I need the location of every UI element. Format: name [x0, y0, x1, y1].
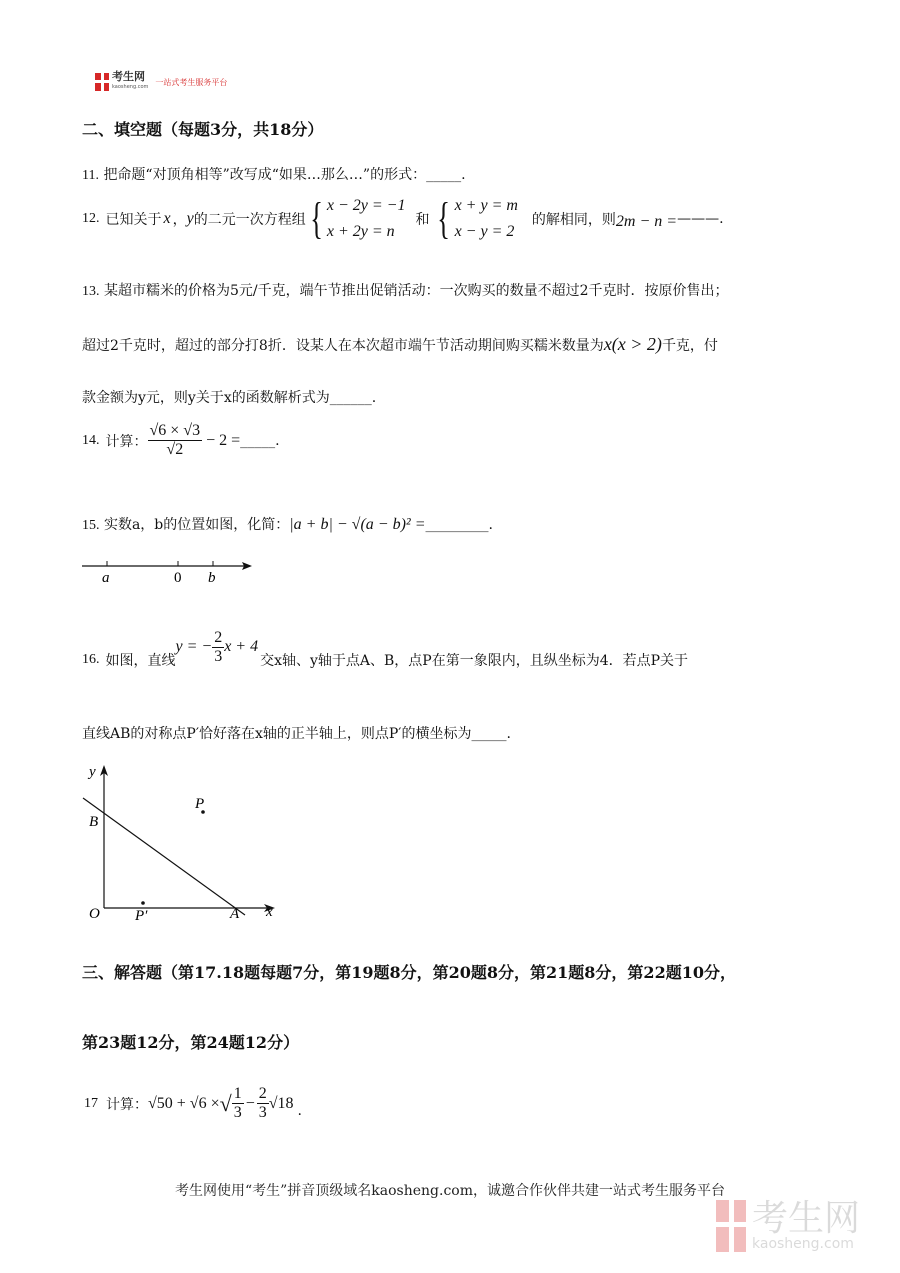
section3-title-line1: 三、解答题（第17.18题每题7分，第19题8分，第20题8分，第21题8分，第22题10分，: [82, 963, 736, 982]
svg-text:x: x: [266, 904, 273, 920]
axis-label-0: 0: [174, 570, 182, 586]
svg-text:O: O: [89, 906, 100, 922]
question-11: 11. 把命题“对顶角相等”改写成“如果…那么…”的形式：_____.: [82, 167, 466, 183]
fraction: $\frac{√6 \times √3}{√2}$: [149, 422, 201, 458]
answer-blank: ______: [329, 390, 372, 406]
logo-domain: kaosheng.com: [112, 84, 149, 90]
question-15: 15. 实数a，b的位置如图，化简：|a + b| − √(a − b)² =_________.: [82, 516, 493, 533]
equation-system-2: { x + y = m x − y = 2: [437, 194, 518, 243]
axis-label-a: a: [102, 570, 110, 586]
line-equation: y = − $\frac{2}{3}$ x + 4: [175, 628, 259, 665]
answer-blank: ———: [677, 211, 720, 227]
logo-mark-icon: [95, 73, 109, 91]
header-logo: [95, 72, 227, 92]
answer-blank: _________: [425, 517, 489, 533]
svg-text:P: P: [195, 796, 205, 812]
coordinate-figure: [75, 760, 290, 925]
svg-text:y: y: [89, 764, 96, 780]
answer-blank: _____: [426, 167, 462, 183]
question-12: 12. 已知关于 x ， y 的二元一次方程组 { x − 2y = −1 x + 2y = n 和 { x + y = m x − y = 2 的解相同，则 2m − n = ——— .: [82, 194, 724, 243]
question-13-line2: 超过2千克时，超过的部分打8折．设某人在本次超市端午节活动期间购买糯米数量为x(x > 2)千克，付: [82, 334, 718, 354]
question-16-line2: 直线AB的对称点P′恰好落在x轴的正半轴上，则点P′的横坐标为_____.: [82, 726, 511, 742]
axis-label-b: b: [208, 570, 216, 586]
question-14: 14. 计算： $\frac{√6 \times √3}{√2}$ − 2 = _____ .: [82, 422, 280, 458]
logo-text: 考生网: [112, 70, 145, 83]
question-17: 17 计算： √50 + √6 × √ $\frac{1}{3}$ − $\frac{2}{3}$ √18 .: [84, 1085, 302, 1121]
equation-system-1: { x − 2y = −1 x + 2y = n: [309, 194, 406, 243]
watermark-logo-icon: [716, 1200, 746, 1252]
question-13-line3: 款金额为y元，则y关于x的函数解析式为______.: [82, 390, 377, 406]
footer-text: 考生网使用“考生”拼音顶级域名kaosheng.com，诚邀合作伙伴共建一站式考生服务平台: [174, 1183, 726, 1199]
logo-slogan: 一站式考生服务平台: [155, 77, 228, 87]
footer-watermark: 考生网 kaosheng.com: [716, 1200, 860, 1252]
question-13-line1: 13. 某超市糯米的价格为5元/千克，端午节推出促销活动：一次购买的数量不超过2千克时．按原价售出；: [82, 283, 729, 299]
section3-title-line2: 第23题12分，第24题12分）: [82, 1033, 300, 1052]
svg-text:A: A: [230, 906, 240, 922]
svg-text:P′: P′: [135, 908, 148, 924]
answer-blank: _____: [471, 726, 507, 742]
svg-text:B: B: [89, 814, 99, 830]
question-16-line1: 16. 如图，直线 y = − $\frac{2}{3}$ x + 4 交x轴、y轴于点A、B，点P在第一象限内，且纵坐标为4．若点P关于: [82, 628, 689, 669]
answer-blank: _____: [240, 432, 276, 449]
section2-title: 二、填空题（每题3分，共18分）: [82, 120, 324, 139]
number-line: [80, 555, 260, 590]
